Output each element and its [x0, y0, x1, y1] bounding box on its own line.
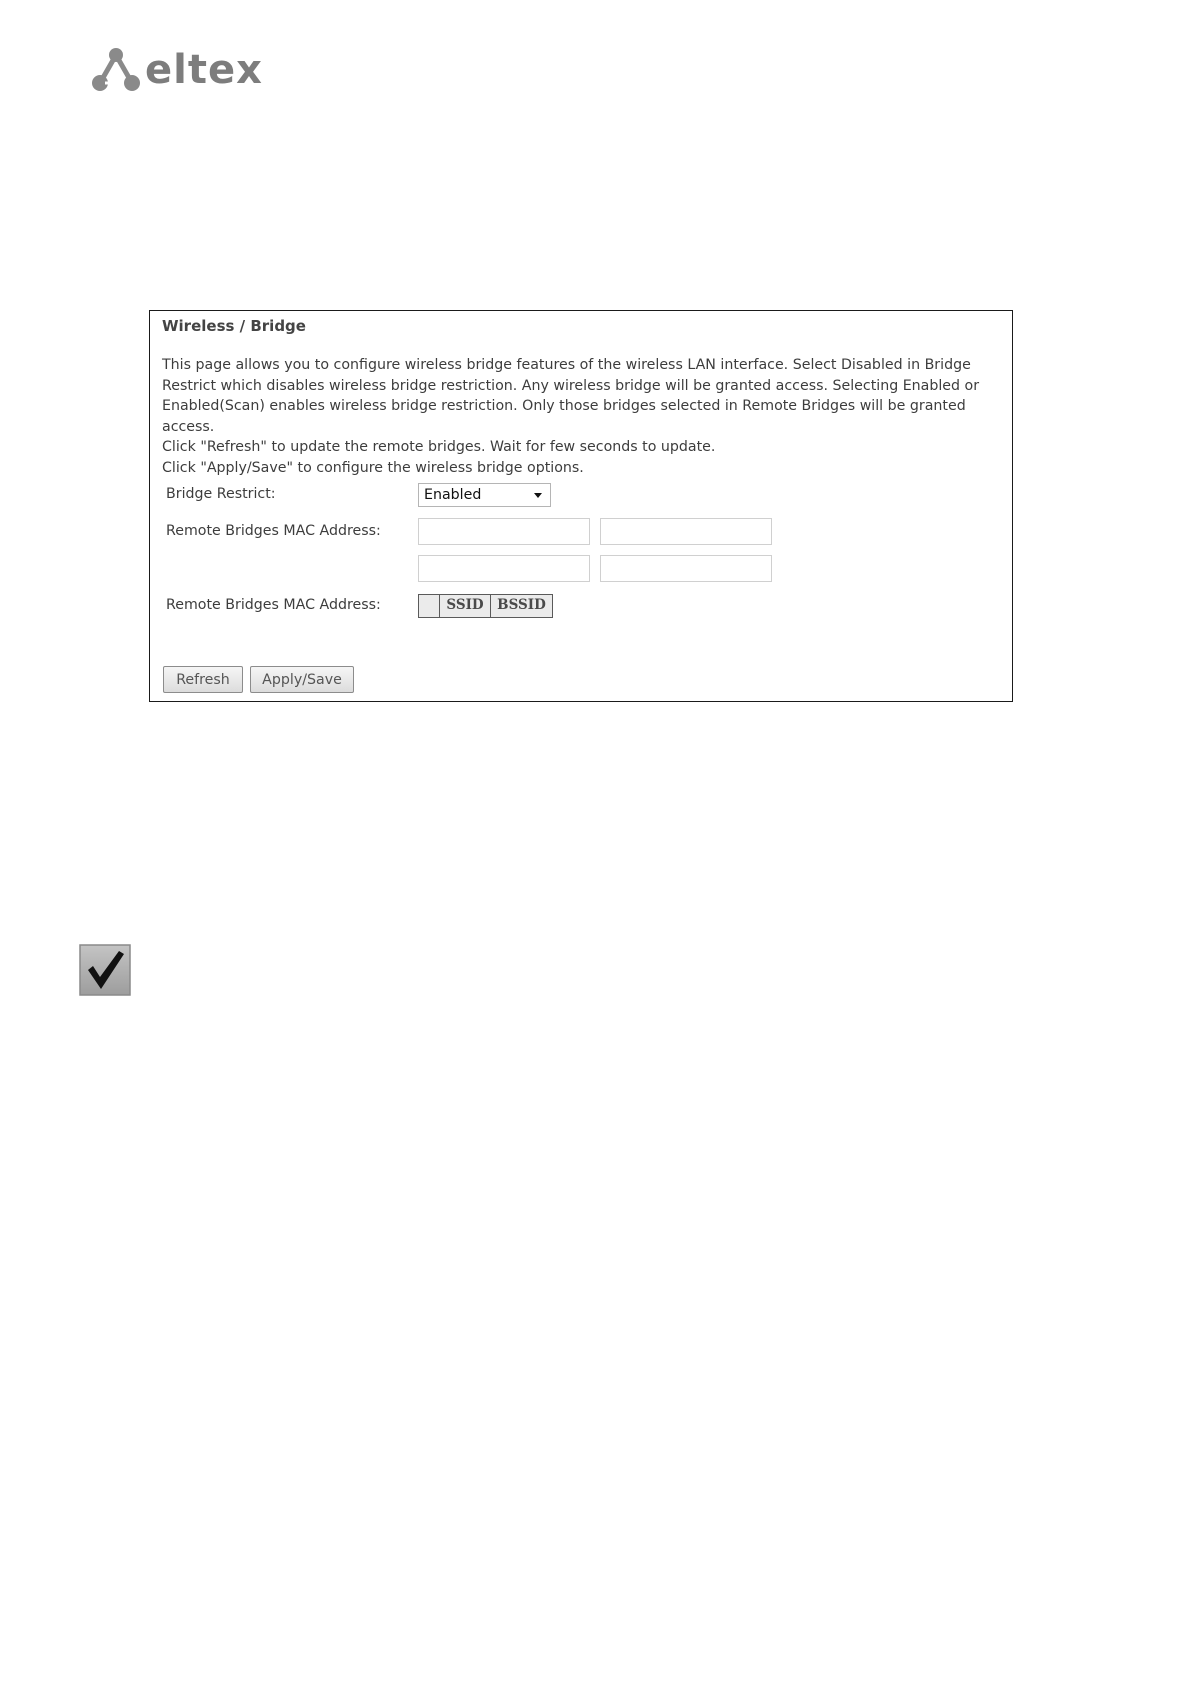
remote-bridges-scan-table	[418, 594, 553, 618]
checkbox-checked-icon	[79, 944, 131, 996]
chevron-down-icon	[534, 493, 542, 498]
wireless-bridge-panel	[149, 310, 1013, 702]
scan-list-label: Remote Bridges MAC Address:	[166, 597, 381, 613]
scan-ssid-column-header: SSID	[440, 595, 491, 617]
scan-select-column-header	[419, 595, 440, 617]
remote-mac-input-2[interactable]	[600, 518, 772, 545]
logo-text: eltex	[145, 47, 263, 93]
bridge-restrict-select[interactable]	[418, 483, 551, 507]
remote-mac-input-1[interactable]	[418, 518, 590, 545]
eltex-logo	[91, 46, 281, 94]
page-description	[162, 355, 1004, 479]
description-refresh-hint: Click "Refresh" to update the remote bridges. Wait for few seconds to update.	[162, 439, 716, 456]
page-title: Wireless / Bridge	[162, 317, 306, 335]
refresh-button[interactable]: Refresh	[163, 666, 243, 693]
description-apply-hint: Click "Apply/Save" to configure the wireless bridge options.	[162, 459, 584, 476]
eltex-logo-icon	[91, 47, 141, 93]
description-paragraph: This page allows you to configure wireless bridge features of the wireless LAN interface. Select Disabled in Bridge Restrict which disables wireless bridge restriction. Any wireless bridge will be granted access. Selecting Enabled or Enabled(Scan) enables wireless bridge restriction. Only those bridges selected in Remote Bridges will be granted access.	[162, 357, 980, 435]
remote-mac-input-3[interactable]	[418, 555, 590, 582]
bridge-restrict-label: Bridge Restrict:	[166, 486, 276, 502]
remote-mac-label: Remote Bridges MAC Address:	[166, 523, 381, 539]
remote-mac-input-4[interactable]	[600, 555, 772, 582]
scan-bssid-column-header: BSSID	[497, 597, 546, 613]
bridge-restrict-selected-value: Enabled	[424, 487, 482, 503]
apply-save-button[interactable]: Apply/Save	[250, 666, 354, 693]
